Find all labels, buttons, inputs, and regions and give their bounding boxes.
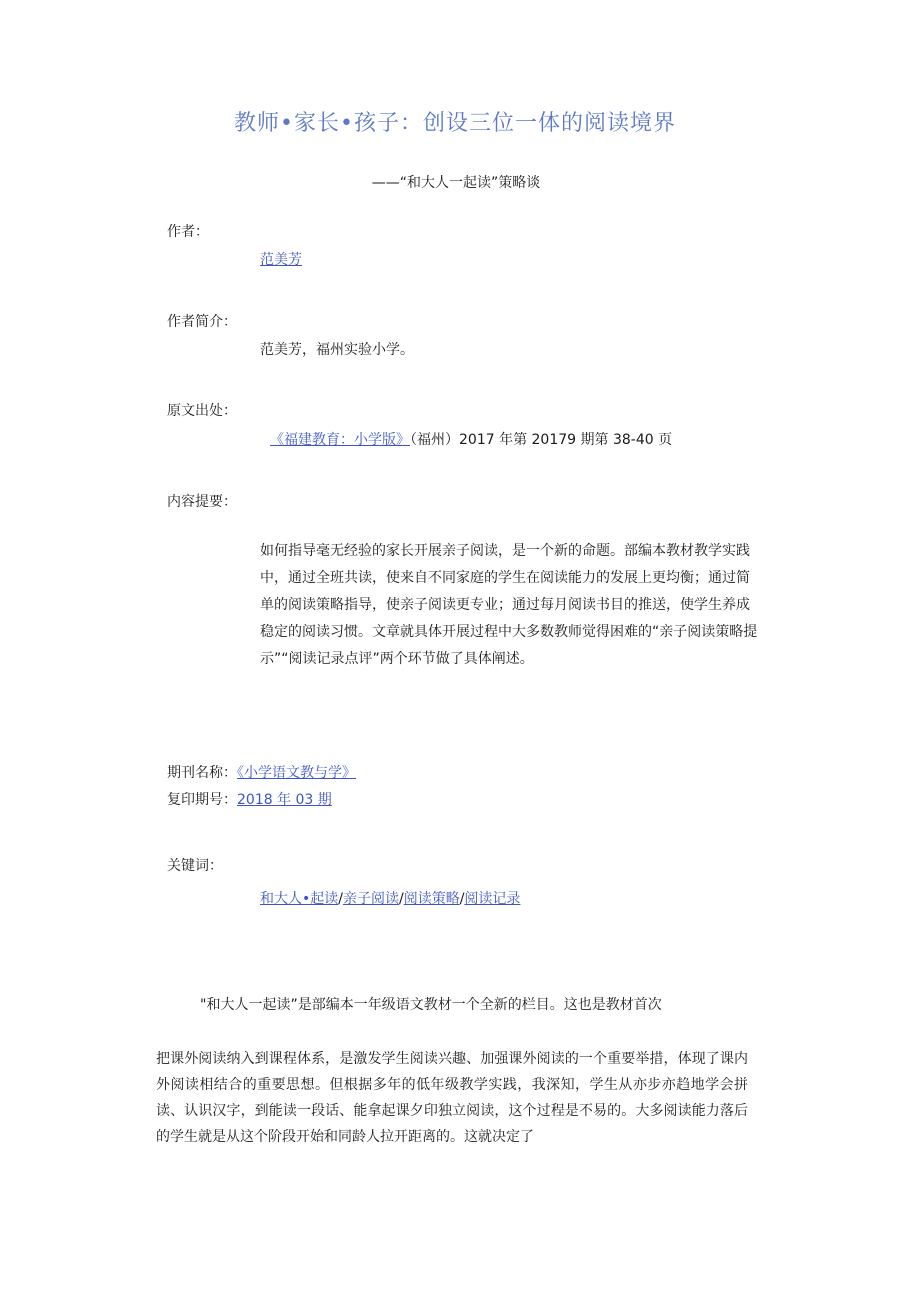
bio-label: 作者简介： <box>167 314 237 330</box>
author-name-link[interactable]: 范美芳 <box>260 252 302 268</box>
keyword-separator: / <box>398 891 404 907</box>
body-first-line: "和大人一起读”是部编本一年级语文教材一个全新的栏目。这也是教材首次 <box>200 997 662 1013</box>
keyword-link[interactable]: 和大人•起读 <box>260 891 339 907</box>
author-label: 作者： <box>167 224 209 240</box>
periodical-row <box>167 762 356 782</box>
issue-label: 复印期号： <box>167 792 237 808</box>
keyword-link[interactable]: 阅读记录 <box>464 891 521 907</box>
article-subtitle: ——“和大人一起读”策略谈 <box>371 175 541 191</box>
periodical-label: 期刊名称： <box>167 765 237 781</box>
issue-value-link[interactable]: 2018 年 03 期 <box>237 792 332 808</box>
article-title: 教师•家长•孩子：创设三位一体的阅读境界 <box>234 111 676 136</box>
abstract-label: 内容提要： <box>167 494 237 510</box>
source-label: 原文出处： <box>167 403 237 419</box>
bio-text: 范美芳，福州实验小学。 <box>260 342 414 358</box>
keyword-link[interactable]: 阅读策略 <box>403 891 460 907</box>
keywords-label: 关键词： <box>167 858 223 874</box>
source-detail: （福州）2017 年第 20179 期第 38-40 页 <box>410 432 673 448</box>
keyword-link[interactable]: 亲子阅读 <box>342 891 399 907</box>
keyword-separator: / <box>338 891 343 907</box>
keywords-list <box>260 888 520 908</box>
issue-row <box>167 789 332 809</box>
keyword-separator: / <box>459 891 465 907</box>
source-journal-link[interactable]: 《福建教育：小学版》 <box>270 432 410 448</box>
periodical-name-link[interactable]: 《小学语文教与学》 <box>237 765 356 781</box>
body-paragraph: 把课外阅读纳入到课程体系，是激发学生阅读兴趣、加强课外阅读的一个重要举措，体现了课内外阅读相结合的重要思想。但根据多年的低年级教学实践，我深知，学生从亦步亦趋地学会拼读、认识汉字，到能读一段话、能拿起课夕印独立阅读，这个过程是不易的。大多阅读能力落后的学生就是从这个阶段开始和同龄人拉开距离的。这就决定了 <box>156 1051 748 1145</box>
source-line <box>270 429 672 449</box>
abstract-text: 如何指导毫无经验的家长开展亲子阅读，是一个新的命题。部编本教材教学实践中，通过全班共读，使来自不同家庭的学生在阅读能力的发展上更均衡；通过简单的阅读策略指导，使亲子阅读更专业；通过每月阅读书目的推送，使学生养成稳定的阅读习惯。文章就具体开展过程中大多数教师觉得困难的“亲子阅读策略提示”“阅读记录点评”两个环节做了具体阐述。 <box>260 543 758 667</box>
